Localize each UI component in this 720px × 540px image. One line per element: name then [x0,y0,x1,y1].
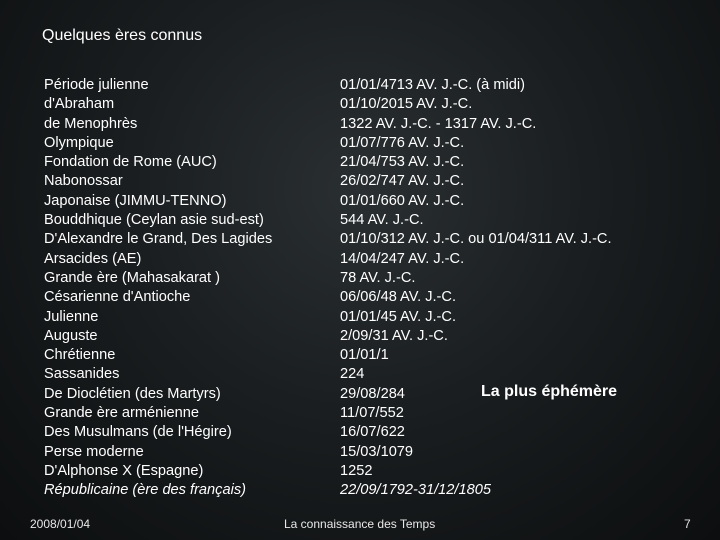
era-date: 26/02/747 AV. J.-C. [340,173,465,190]
era-date: 01/01/45 AV. J.-C. [340,308,457,325]
era-name: Japonaise (JIMMU-TENNO) [44,192,227,209]
footer-title: La connaissance des Temps [284,517,436,531]
era-name: Période julienne [44,77,149,93]
era-date: 01/01/4713 AV. J.-C. (à midi) [340,77,525,93]
era-date: 2/09/31 AV. J.-C. [340,327,448,344]
era-name: Arsacides (AE) [44,250,142,267]
page-number: 7 [684,517,691,531]
era-name: Républicaine (ère des français) [44,482,246,499]
era-date: 14/04/247 AV. J.-C. [340,250,465,267]
era-date: 11/07/552 [340,405,404,422]
era-date: 21/04/753 AV. J.-C. [340,154,465,171]
era-date: 544 AV. J.-C. [340,212,424,229]
footer-date: 2008/01/04 [30,517,91,531]
era-date-column [340,76,700,501]
era-date: 06/06/48 AV. J.-C. [340,289,457,306]
era-date: 16/07/622 [340,424,405,441]
era-name: Chrétienne [44,347,116,364]
era-date: 22/09/1792-31/12/1805 [340,482,491,499]
era-name: Des Musulmans (de l'Hégire) [44,424,232,441]
era-name: Bouddhique (Ceylan asie sud-est) [44,212,264,229]
era-date: 01/10/312 AV. J.-C. ou 01/04/311 AV. J.-C. [340,231,612,248]
era-date: 01/07/776 AV. J.-C. [340,134,465,151]
era-date: 15/03/1079 [340,443,414,460]
era-name: D'Alexandre le Grand, Des Lagides [44,231,273,248]
era-name: Olympique [44,134,114,151]
era-date: 1252 [340,462,373,479]
era-name: Grande ère (Mahasakarat ) [44,269,221,286]
era-date: 1322 AV. J.-C. - 1317 AV. J.-C. [340,115,537,132]
era-name: Sassanides [44,366,120,383]
era-date: 224 [340,366,365,383]
era-name: D'Alphonse X (Espagne) [44,462,204,479]
era-name: De Dioclétien (des Martyrs) [44,385,221,402]
era-name: Grande ère arménienne [44,405,199,422]
era-date: 01/01/1 [340,347,389,364]
era-name: Fondation de Rome (AUC) [44,154,217,171]
era-name: Nabonossar [44,173,123,190]
era-name: de Menophrès [44,115,138,132]
era-name: Perse moderne [44,443,144,460]
era-date: 01/01/660 AV. J.-C. [340,192,465,209]
era-date: 01/10/2015 AV. J.-C. [340,96,473,113]
era-name: d'Abraham [44,96,115,113]
slide-title: Quelques ères connus [42,27,203,44]
ephemeral-note: La plus éphémère [481,383,618,400]
era-date: 78 AV. J.-C. [340,269,416,286]
era-date: 29/08/284 [340,385,405,402]
era-name: Julienne [44,308,99,325]
era-name: Auguste [44,327,98,344]
era-name-column [44,76,334,501]
era-name: Césarienne d'Antioche [44,289,191,306]
